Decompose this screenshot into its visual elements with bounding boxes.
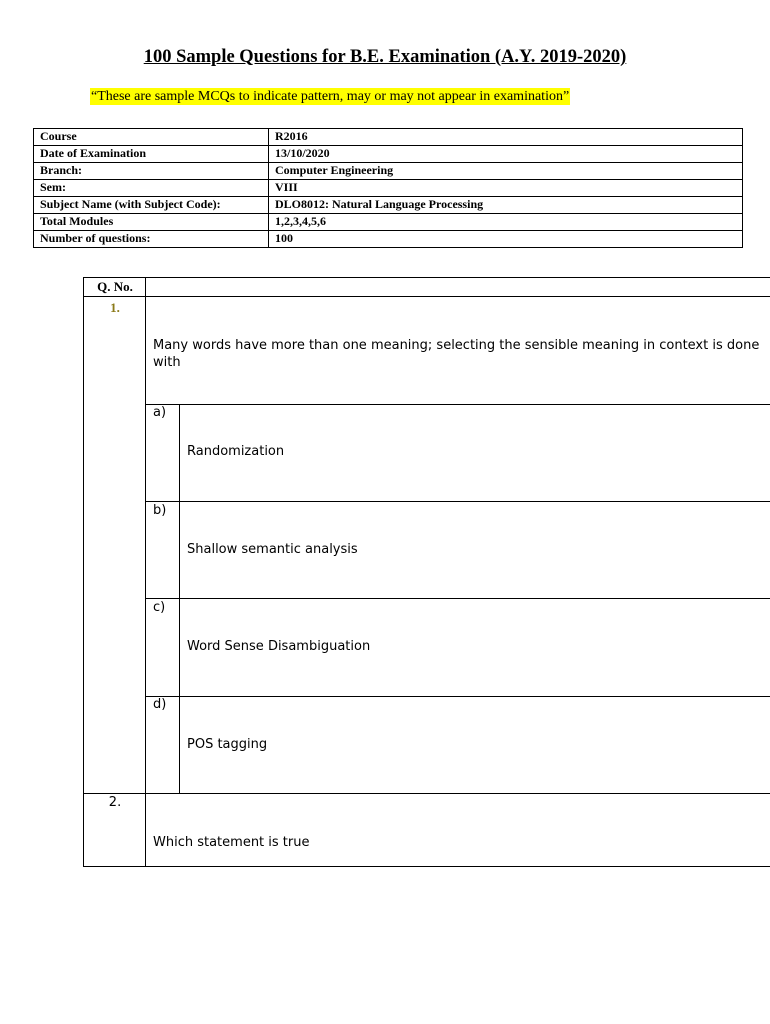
info-row-date [34, 146, 743, 163]
option-label: a) [153, 405, 167, 420]
option-label: d) [153, 697, 167, 712]
question-text: Which statement is true [153, 835, 310, 850]
questions-table [83, 277, 770, 867]
qno-header: Q. No. [97, 279, 133, 294]
info-value: 1,2,3,4,5,6 [269, 214, 743, 231]
info-key: Total Modules [34, 214, 269, 231]
question-number: 2. [108, 795, 122, 810]
option-text: Randomization [187, 444, 285, 459]
question-text: Many words have more than one meaning; selecting the sensible meaning in context is done with [153, 338, 760, 370]
question-divider [84, 793, 770, 794]
exam-info-table [33, 128, 743, 248]
info-row-modules [34, 214, 743, 231]
info-value: VIII [269, 180, 743, 197]
option-column-divider [179, 404, 180, 794]
info-key: Number of questions: [34, 231, 269, 248]
info-value: Computer Engineering [269, 163, 743, 180]
info-key: Sem: [34, 180, 269, 197]
document-title: 100 Sample Questions for B.E. Examination (A.Y. 2019-2020) [143, 47, 627, 67]
info-row-questions [34, 231, 743, 248]
option-text: POS tagging [187, 737, 268, 752]
info-key: Course [34, 129, 269, 146]
info-value: 100 [269, 231, 743, 248]
option-text: Shallow semantic analysis [187, 542, 358, 557]
option-divider [145, 696, 770, 697]
info-key: Branch: [34, 163, 269, 180]
info-row-sem [34, 180, 743, 197]
info-key: Date of Examination [34, 146, 269, 163]
option-divider [145, 598, 770, 599]
info-row-subject [34, 197, 743, 214]
header-divider [84, 296, 770, 297]
option-divider [145, 501, 770, 502]
info-key: Subject Name (with Subject Code): [34, 197, 269, 214]
info-row-branch [34, 163, 743, 180]
info-value: 13/10/2020 [269, 146, 743, 163]
option-label: b) [153, 503, 167, 518]
option-divider [145, 404, 770, 405]
info-row-course [34, 129, 743, 146]
option-label: c) [153, 600, 166, 615]
info-value: R2016 [269, 129, 743, 146]
highlighted-note: “These are sample MCQs to indicate pattern, may or may not appear in examination” [91, 89, 570, 104]
column-divider [145, 278, 146, 866]
option-text: Word Sense Disambiguation [187, 639, 371, 654]
question-number: 1. [110, 300, 120, 315]
info-value: DLO8012: Natural Language Processing [269, 197, 743, 214]
